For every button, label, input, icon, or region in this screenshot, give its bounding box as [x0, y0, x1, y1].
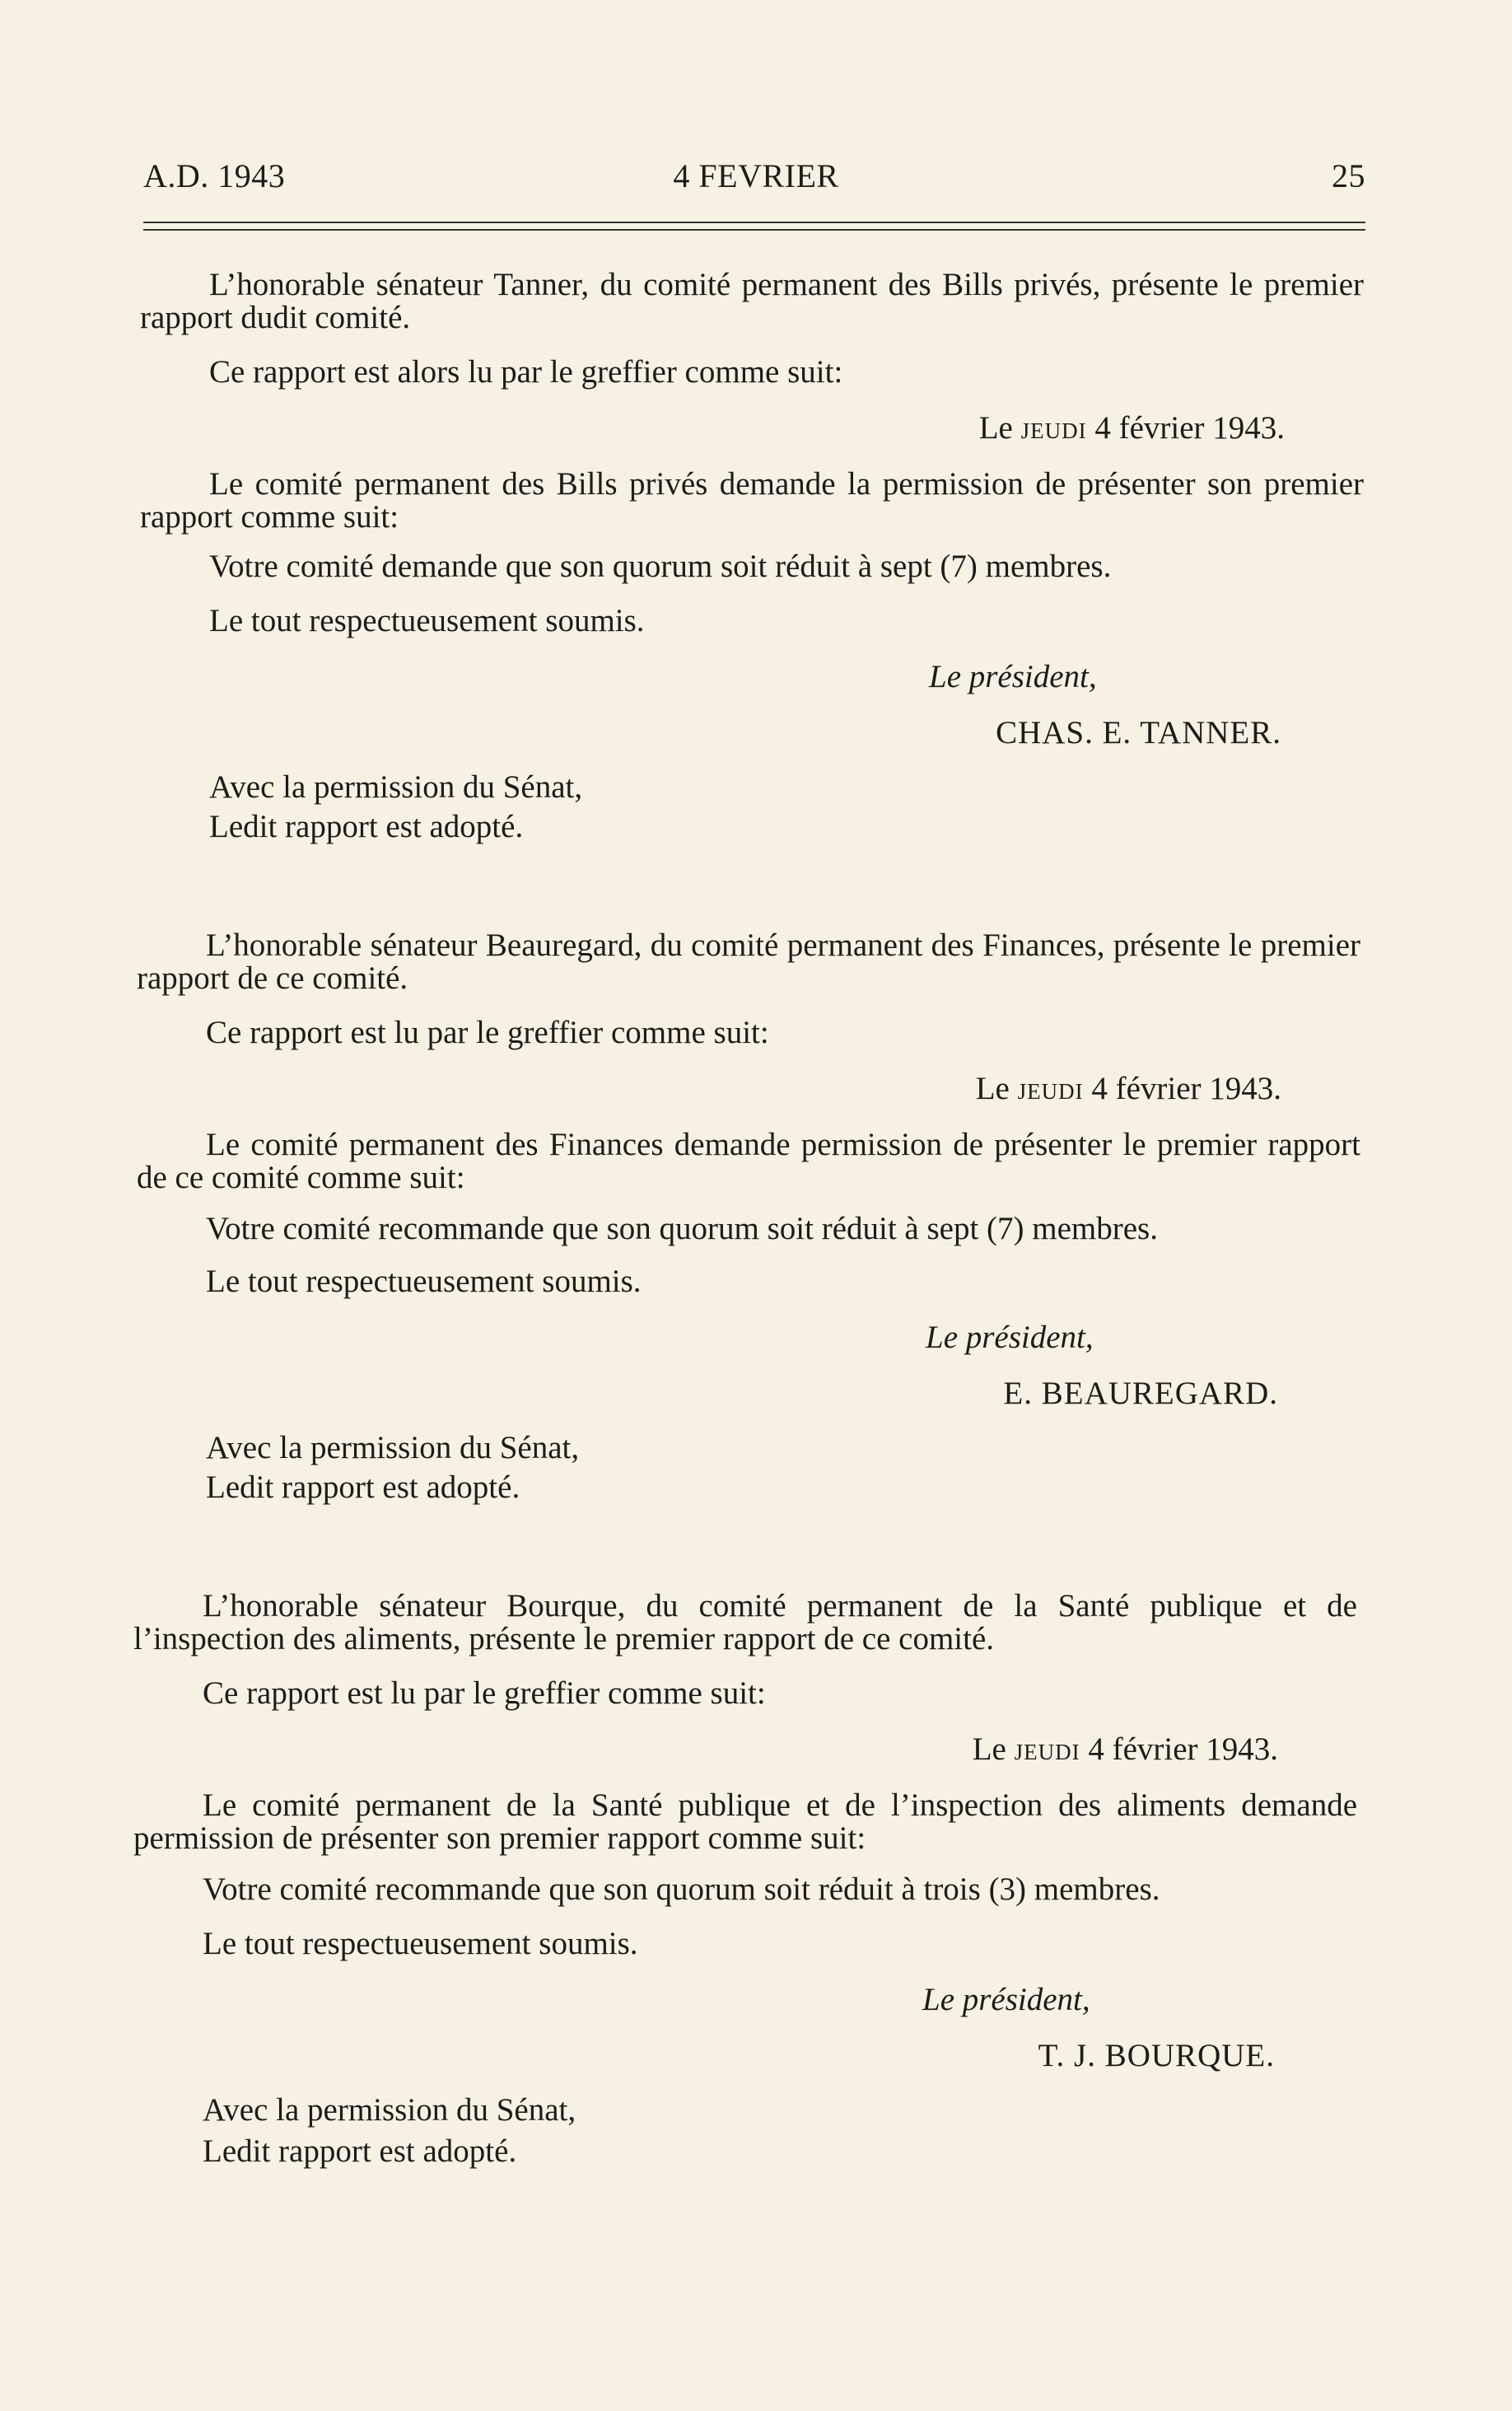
header-year: A.D. 1943 — [143, 157, 286, 194]
president-label: Le président, — [922, 1982, 1090, 2017]
report-request: Le comité permanent des Bills privés demande la permission de présenter son premier rapport comme suit: — [140, 466, 1364, 535]
report-date: Le jeudi 4 février 1943. — [978, 410, 1285, 446]
president-label: Le président, — [926, 1320, 1094, 1355]
report-permission: Avec la permission du Sénat, — [203, 2092, 576, 2128]
report-permission: Avec la permission du Sénat, — [209, 769, 583, 805]
report-adopted: Ledit rapport est adopté. — [206, 1469, 520, 1505]
president-label: Le président, — [929, 659, 1097, 694]
report-date: Le jeudi 4 février 1943. — [972, 1731, 1278, 1767]
report-permission: Avec la permission du Sénat, — [206, 1430, 580, 1465]
report-submitted: Le tout respectueusement soumis. — [203, 1926, 638, 1961]
report-request: Le comité permanent de la Santé publique et de l’inspection des aliments demande permission de présenter son premier rapport comme suit: — [133, 1787, 1357, 1856]
president-signature: T. J. BOURQUE. — [1038, 2038, 1275, 2073]
report-read-note: Ce rapport est lu par le greffier comme suit: — [206, 1015, 769, 1050]
report-recommendation: Votre comité recommande que son quorum soit réduit à sept (7) membres. — [206, 1211, 1158, 1246]
report-submitted: Le tout respectueusement soumis. — [206, 1264, 642, 1299]
header-date: 4 FEVRIER — [673, 157, 839, 194]
report-bourque — [133, 0, 1357, 2411]
report-adopted: Ledit rapport est adopté. — [209, 809, 524, 844]
report-adopted: Ledit rapport est adopté. — [203, 2133, 517, 2169]
report-intro: L’honorable sénateur Bourque, du comité permanent de la Santé publique et de l’inspection des aliments, présente le premier rapport de ce comité. — [133, 1588, 1357, 1656]
report-recommendation: Votre comité recommande que son quorum soit réduit à trois (3) membres. — [203, 1871, 1160, 1907]
president-signature: E. BEAUREGARD. — [1003, 1376, 1278, 1411]
report-request: Le comité permanent des Finances demande permission de présenter le premier rapport de ce comité comme suit: — [137, 1127, 1360, 1195]
report-read-note: Ce rapport est lu par le greffier comme suit: — [203, 1675, 766, 1711]
report-submitted: Le tout respectueusement soumis. — [209, 603, 645, 638]
president-signature: CHAS. E. TANNER. — [996, 715, 1281, 750]
report-intro: L’honorable sénateur Tanner, du comité permanent des Bills privés, présente le premier rapport dudit comité. — [140, 267, 1364, 335]
report-intro: L’honorable sénateur Beauregard, du comité permanent des Finances, présente le premier rapport de ce comité. — [137, 927, 1360, 996]
report-recommendation: Votre comité demande que son quorum soit réduit à sept (7) membres. — [209, 549, 1112, 584]
page-number: 25 — [1332, 157, 1365, 194]
report-date: Le jeudi 4 février 1943. — [975, 1071, 1281, 1106]
report-read-note: Ce rapport est alors lu par le greffier comme suit: — [209, 354, 843, 390]
